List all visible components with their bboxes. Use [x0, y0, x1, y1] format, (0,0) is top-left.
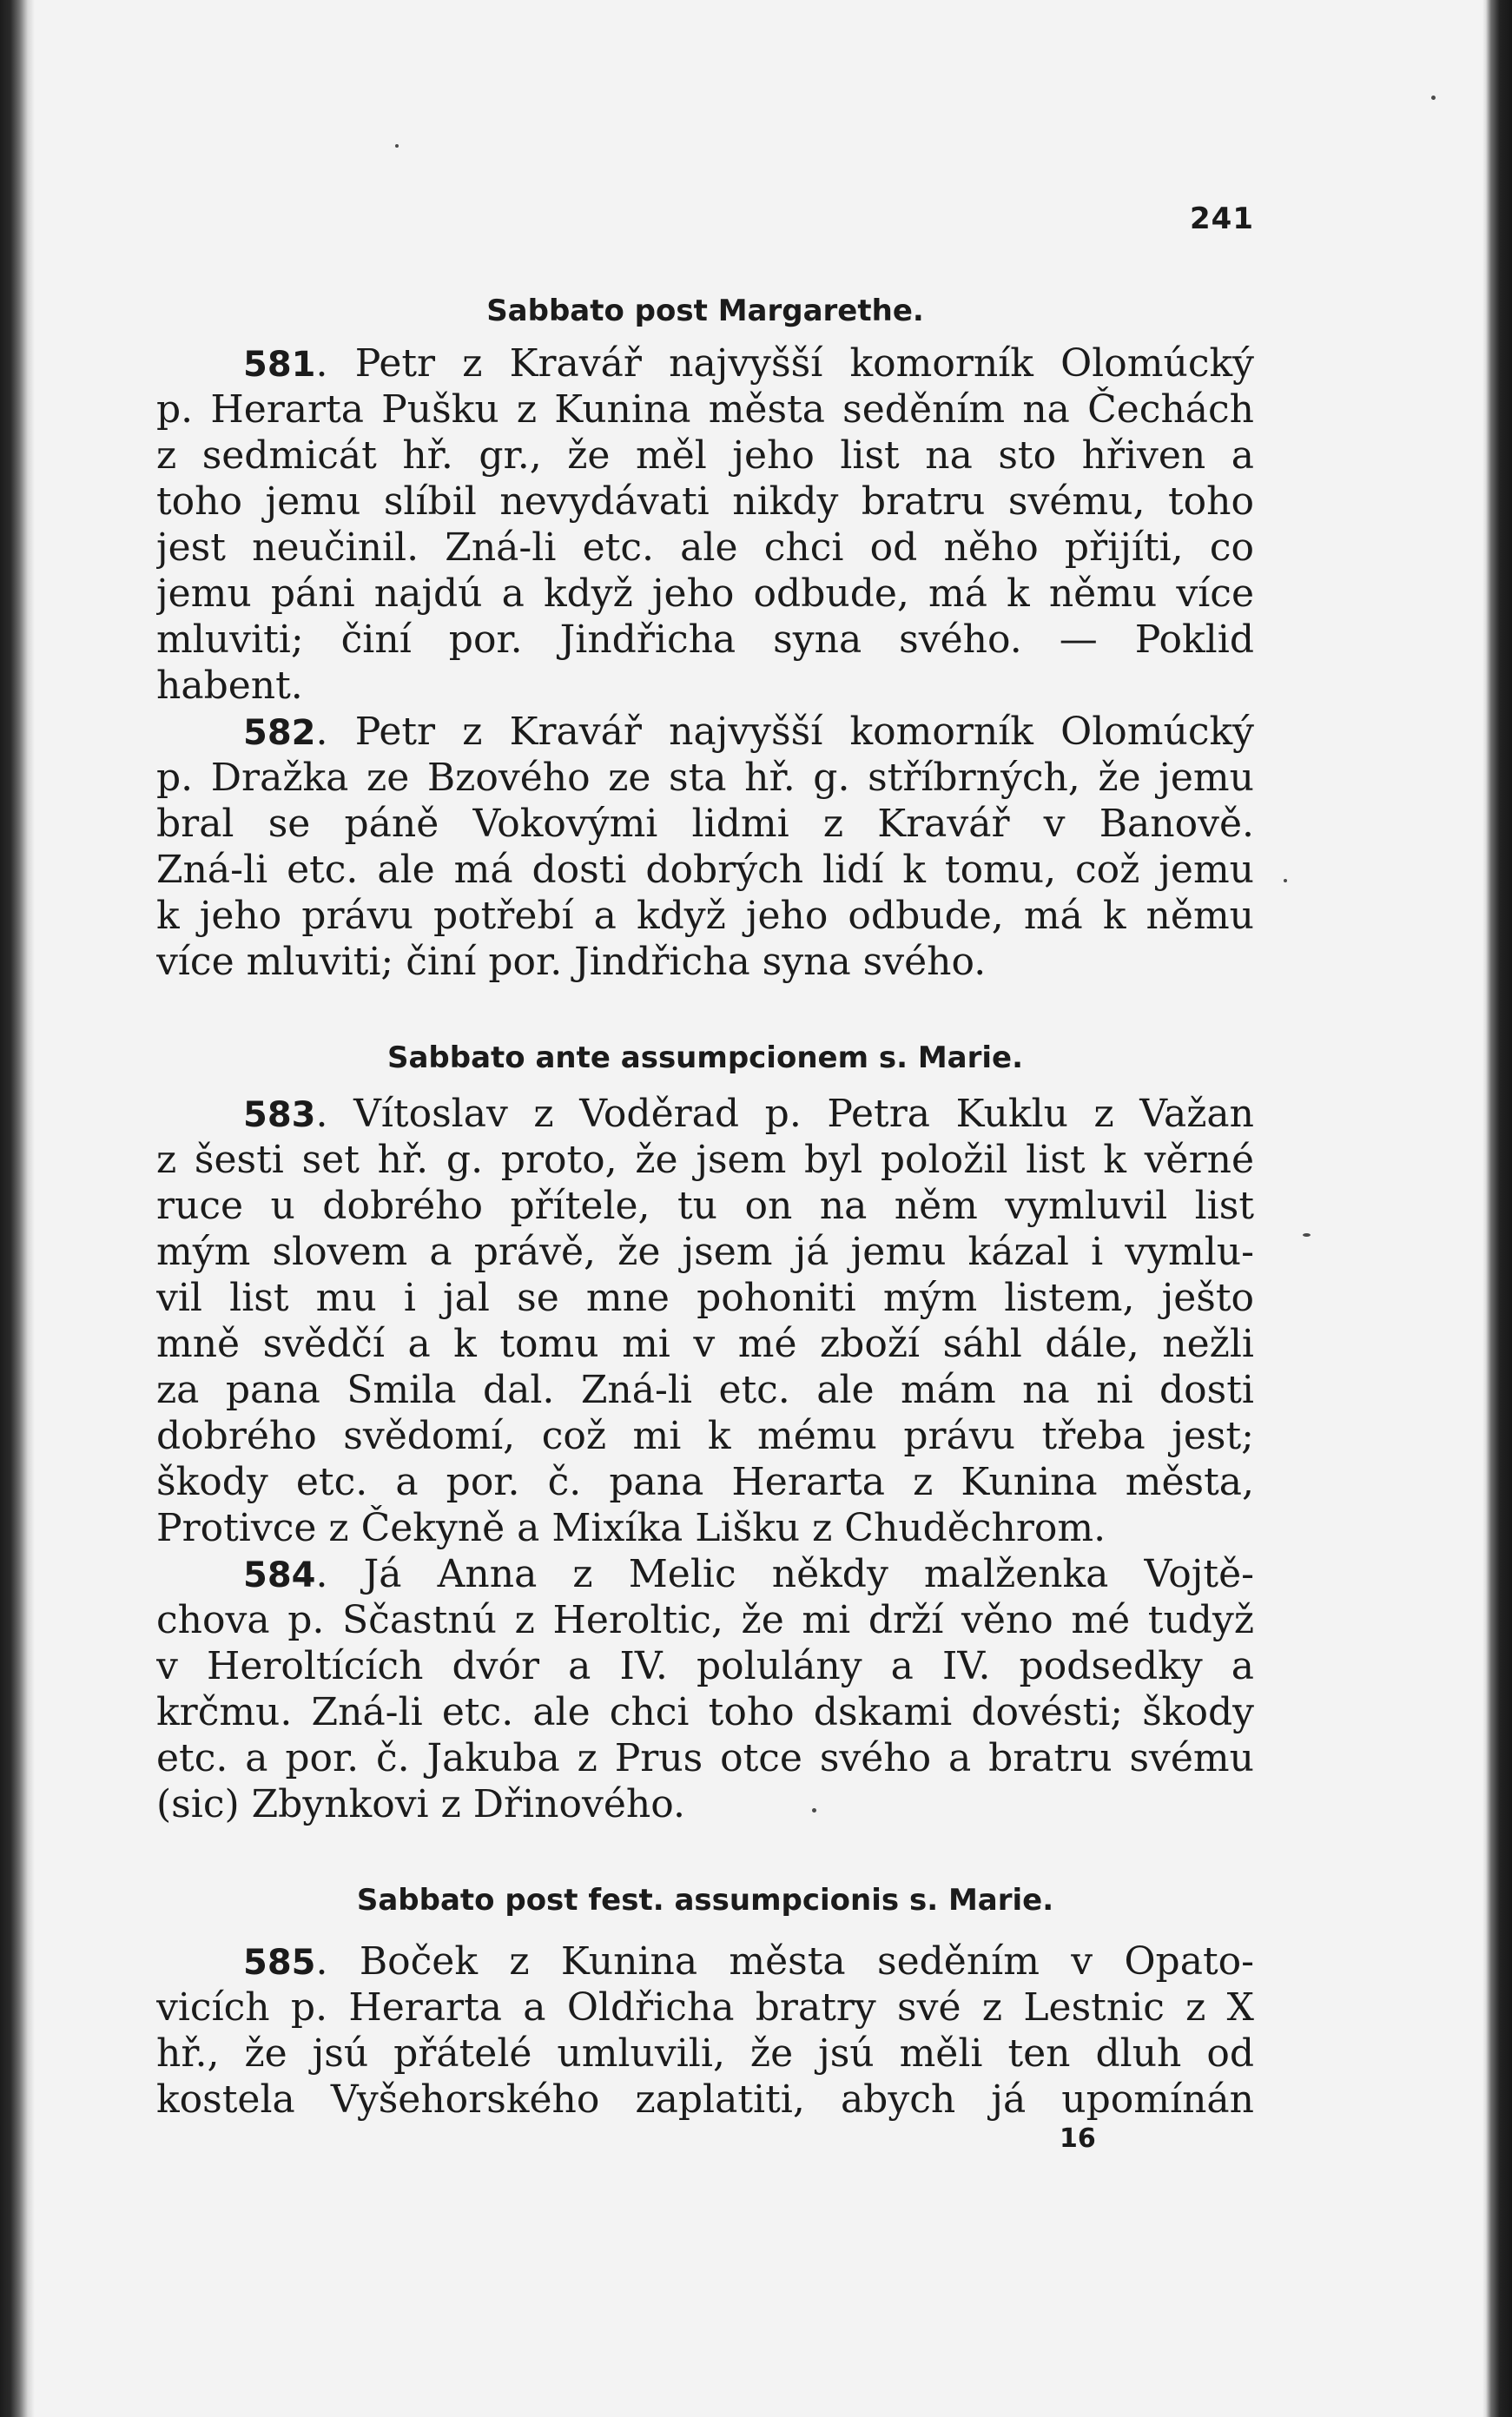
section-heading: Sabbato post fest. assumpcionis s. Marie.	[356, 1883, 1054, 1918]
entry-line: kostela Vyšehorského zaplatiti, abych já upomínán	[156, 2077, 1254, 2122]
entry-line: jest neučinil. Zná-li etc. ale chci od něho přijíti, co	[156, 525, 1254, 570]
entry-line: etc. a por. č. Jakuba z Prus otce svého a bratru svému	[156, 1736, 1254, 1780]
entry-line: p. Dražka ze Bzového ze sta hř. g. stříbrných, že jemu	[156, 756, 1254, 800]
entry-line: 581. Petr z Kravář najvyšší komorník Olomúcký	[243, 341, 1254, 386]
entry-number: 582	[243, 713, 316, 753]
scan-edge-left	[0, 0, 35, 2417]
entry-581	[156, 340, 1254, 709]
entry-line: habent.	[156, 664, 303, 708]
entry-583	[156, 1091, 1254, 1551]
entry-line: (sic) Zbynkovi z Dřinového.	[156, 1782, 685, 1826]
entry-line: v Heroltících dvór a IV. polulány a IV. podsedky a	[156, 1644, 1254, 1688]
entry-line: 585. Boček z Kunina města seděním v Opato-	[243, 1939, 1254, 1984]
entry-584	[156, 1551, 1254, 1827]
entry-line: za pana Smila dal. Zná-li etc. ale mám na ni dosti	[156, 1368, 1254, 1412]
entry-line: k jeho právu potřebí a když jeho odbude, má k němu	[156, 894, 1254, 938]
entry-number: 583	[243, 1095, 316, 1135]
entry-line: chova p. Sčastnú z Heroltic, že mi drží věno mé tudyž	[156, 1598, 1254, 1642]
entry-line: více mluviti; činí por. Jindřicha syna svého.	[156, 940, 987, 984]
entry-line: z sedmicát hř. gr., že měl jeho list na sto hřiven a	[156, 433, 1254, 478]
scan-speck	[395, 144, 399, 148]
entry-line: toho jemu slíbil nevydávati nikdy bratru svému, toho	[156, 479, 1254, 524]
scan-speck	[1284, 879, 1287, 882]
entry-585	[156, 1938, 1254, 2123]
entry-line: mně svědčí a k tomu mi v mé zboží sáhl dále, nežli	[156, 1322, 1254, 1366]
scan-edge-right	[1482, 0, 1512, 2417]
entry-line: krčmu. Zná-li etc. ale chci toho dskami dovésti; škody	[156, 1690, 1254, 1734]
entry-line: vicích p. Herarta a Oldřicha bratry své z Lestnic z X	[156, 1985, 1254, 2030]
entry-line: mluviti; činí por. Jindřicha syna svého. — Poklid	[156, 617, 1254, 662]
entry-line: ruce u dobrého přítele, tu on na něm vymluvil list	[156, 1184, 1254, 1228]
entry-line: škody etc. a por. č. pana Herarta z Kunina města,	[156, 1460, 1254, 1504]
entry-line: 582. Petr z Kravář najvyšší komorník Olomúcký	[243, 710, 1254, 754]
scan-speck	[812, 1808, 816, 1813]
signature-mark: 16	[1060, 2123, 1096, 2154]
entry-number: 584	[243, 1555, 316, 1595]
entry-line: 583. Vítoslav z Voděrad p. Petra Kuklu z Važan	[243, 1092, 1254, 1136]
entry-line: 584. Já Anna z Melic někdy malženka Vojtě-	[243, 1552, 1254, 1596]
scan-speck	[1303, 1233, 1311, 1237]
section-heading: Sabbato ante assumpcionem s. Marie.	[386, 1040, 1024, 1075]
entry-line: mým slovem a právě, že jsem já jemu kázal i vymlu-	[156, 1230, 1254, 1274]
page-number: 241	[1190, 201, 1254, 236]
entry-line: Protivce z Čekyně a Mixíka Lišku z Chuděchrom.	[156, 1506, 1106, 1550]
entry-line: hř., že jsú přátelé umluvili, že jsú měli ten dluh od	[156, 2031, 1254, 2076]
entry-582	[156, 709, 1254, 985]
entry-line: Zná-li etc. ale má dosti dobrých lidí k tomu, což jemu	[156, 848, 1254, 892]
entry-line: z šesti set hř. g. proto, že jsem byl položil list k věrné	[156, 1138, 1254, 1182]
section-heading: Sabbato post Margarethe.	[486, 294, 924, 328]
entry-line: dobrého svědomí, což mi k mému právu třeba jest;	[156, 1414, 1254, 1458]
entry-line: jemu páni najdú a když jeho odbude, má k němu více	[156, 571, 1254, 616]
entry-line: vil list mu i jal se mne pohoniti mým listem, ješto	[156, 1276, 1254, 1320]
scan-speck	[1431, 96, 1436, 100]
entry-line: p. Herarta Pušku z Kunina města seděním na Čechách	[156, 387, 1254, 432]
entry-number: 581	[243, 345, 316, 385]
entry-number: 585	[243, 1943, 316, 1983]
entry-line: bral se páně Vokovými lidmi z Kravář v Banově.	[156, 802, 1254, 846]
